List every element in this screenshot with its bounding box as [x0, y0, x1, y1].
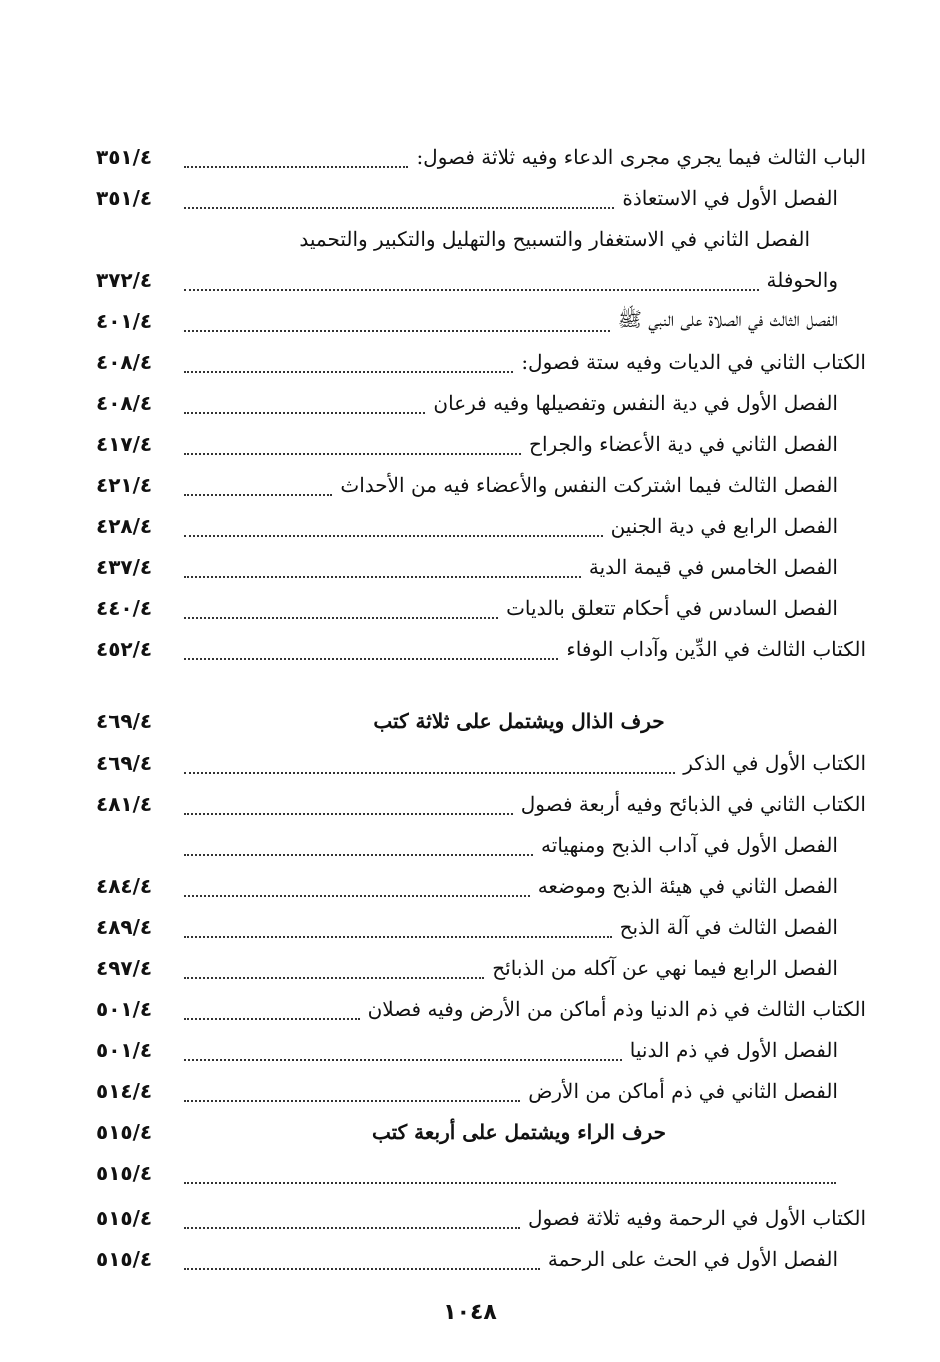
- toc-entry: [96, 1073, 866, 1109]
- leader-dots: [184, 277, 759, 291]
- entry-title: الفصل الرابع في دية الجنين: [610, 514, 838, 538]
- entry-page: ٤٨٩/٤: [96, 915, 153, 939]
- entry-title: الفصل الأول في دية النفس وتفصيلها وفيه فرعان: [433, 391, 838, 415]
- toc-entry: [96, 139, 866, 175]
- entry-title: الكتاب الثاني في الديات وفيه ستة فصول:: [521, 350, 866, 374]
- entry-title: الفصل الثاني في الاستغفار والتسبيح والتهليل والتكبير والتحميد: [299, 227, 810, 251]
- toc-entry: [96, 745, 866, 781]
- entry-page: ٤٤٠/٤: [96, 596, 153, 620]
- entry-page: ٥١٥/٤: [96, 1161, 153, 1185]
- toc-entry: [96, 508, 866, 544]
- leader-dots: [184, 1170, 836, 1184]
- leader-dots: [184, 154, 408, 168]
- entry-page: ٤٠٨/٤: [96, 350, 153, 374]
- toc-entry: [96, 303, 866, 339]
- toc-entry: [96, 1241, 866, 1277]
- toc-entry: [96, 631, 866, 667]
- toc-entry: [96, 950, 866, 986]
- toc-entry: [180, 221, 810, 257]
- entry-page: ٤٦٩/٤: [96, 751, 153, 775]
- entry-title: الفصل الأول في الحث على الرحمة: [547, 1247, 838, 1271]
- leader-dots: [184, 441, 521, 455]
- leader-dots: [184, 924, 612, 938]
- leader-dots: [184, 564, 581, 578]
- leader-dots: [184, 801, 513, 815]
- heading-title: حرف الذال ويشتمل على ثلاثة كتب: [373, 709, 665, 733]
- entry-page: ٥٠١/٤: [96, 997, 153, 1021]
- toc-entry: [96, 1155, 866, 1191]
- entry-title: الفصل الثالث في الصلاة على النبي ﷺ: [617, 306, 838, 331]
- entry-page: ٤١٧/٤: [96, 432, 153, 456]
- entry-page: ٤٣٧/٤: [96, 555, 153, 579]
- leader-dots: [184, 482, 332, 496]
- entry-title: الفصل الثاني في ذم أماكن من الأرض: [528, 1079, 838, 1103]
- section-heading: [96, 1114, 866, 1150]
- leader-dots: [184, 523, 603, 537]
- toc-entry: [96, 180, 866, 216]
- entry-title: الفصل الثاني في هيئة الذبح وموضعه: [537, 874, 838, 898]
- entry-page: ٤٦٩/٤: [96, 709, 153, 733]
- entry-page: ٣٥١/٤: [96, 145, 153, 169]
- entry-title: والحوفلة: [766, 268, 838, 292]
- leader-dots: [184, 1256, 540, 1270]
- toc-entry: [96, 344, 866, 380]
- section-heading: [96, 703, 866, 739]
- entry-page: ٤٥٢/٤: [96, 637, 153, 661]
- leader-dots: [184, 1047, 622, 1061]
- entry-title: الفصل الأول في آداب الذبح ومنهياته: [541, 833, 838, 857]
- toc-entry: [96, 549, 866, 585]
- toc-entry: [96, 786, 866, 822]
- entry-page: ٤٨٤/٤: [96, 874, 153, 898]
- toc-entry: [96, 909, 866, 945]
- entry-title: الفصل السادس في أحكام تتعلق بالديات: [506, 596, 838, 620]
- leader-dots: [184, 1088, 520, 1102]
- leader-dots: [184, 883, 530, 897]
- leader-dots: [184, 400, 425, 414]
- leader-dots: [184, 195, 614, 209]
- toc-entry: [96, 467, 866, 503]
- entry-page: ٤٢١/٤: [96, 473, 153, 497]
- entry-page: ٤٨١/٤: [96, 792, 153, 816]
- entry-page: ٣٧٢/٤: [96, 268, 153, 292]
- entry-page: ٥١٥/٤: [96, 1120, 153, 1144]
- entry-page: ٤٠٨/٤: [96, 391, 153, 415]
- leader-dots: [184, 318, 610, 332]
- entry-page: ٤٠١/٤: [96, 309, 153, 333]
- toc-entry: [96, 868, 866, 904]
- entry-title: الكتاب الثالث في ذم الدنيا وذم أماكن من الأرض وفيه فصلان: [367, 997, 866, 1021]
- leader-dots: [184, 646, 558, 660]
- toc-entry: [96, 1200, 866, 1236]
- entry-page: ٥٠١/٤: [96, 1038, 153, 1062]
- leader-dots: [184, 359, 513, 373]
- toc-entry: [96, 991, 866, 1027]
- entry-title: الفصل الخامس في قيمة الدية: [588, 555, 838, 579]
- heading-title: حرف الراء ويشتمل على أربعة كتب: [372, 1120, 666, 1144]
- toc-entry: [96, 1032, 866, 1068]
- entry-title: الفصل الأول في الاستعاذة: [622, 186, 838, 210]
- entry-title: الكتاب الأول في الذكر: [683, 751, 866, 775]
- entry-title: الكتاب الأول في الرحمة وفيه ثلاثة فصول: [527, 1206, 866, 1230]
- entry-title: الفصل الثاني في دية الأعضاء والجراح: [529, 432, 838, 456]
- toc-entry: [96, 827, 866, 863]
- page-number: ١٠٤٨: [443, 1300, 497, 1325]
- entry-page: ٥١٥/٤: [96, 1206, 153, 1230]
- entry-page: ٤٩٧/٤: [96, 956, 153, 980]
- entry-title: الفصل الثالث فيما اشتركت النفس والأعضاء فيه من الأحداث: [340, 473, 838, 497]
- toc-entry: [96, 262, 866, 298]
- toc-entry: [96, 385, 866, 421]
- entry-title: الباب الثالث فيما يجري مجرى الدعاء وفيه ثلاثة فصول:: [416, 145, 866, 169]
- entry-title: الفصل الرابع فيما نهي عن آكله من الذبائح: [492, 956, 838, 980]
- entry-page: ٥١٤/٤: [96, 1079, 153, 1103]
- leader-dots: [184, 760, 675, 774]
- entry-title: الكتاب الثالث في الدِّين وآداب الوفاء: [566, 637, 866, 661]
- leader-dots: [184, 1006, 360, 1020]
- leader-dots: [184, 965, 484, 979]
- toc-entry: [96, 426, 866, 462]
- entry-title: الفصل الثالث في آلة الذبح: [619, 915, 838, 939]
- leader-dots: [184, 842, 533, 856]
- entry-page: ٣٥١/٤: [96, 186, 153, 210]
- entry-page: ٥١٥/٤: [96, 1247, 153, 1271]
- entry-title: الكتاب الثاني في الذبائح وفيه أربعة فصول: [520, 792, 866, 816]
- leader-dots: [184, 605, 498, 619]
- leader-dots: [184, 1215, 520, 1229]
- toc-entry: [96, 590, 866, 626]
- entry-title: الفصل الأول في ذم الدنيا: [629, 1038, 838, 1062]
- entry-page: ٤٢٨/٤: [96, 514, 153, 538]
